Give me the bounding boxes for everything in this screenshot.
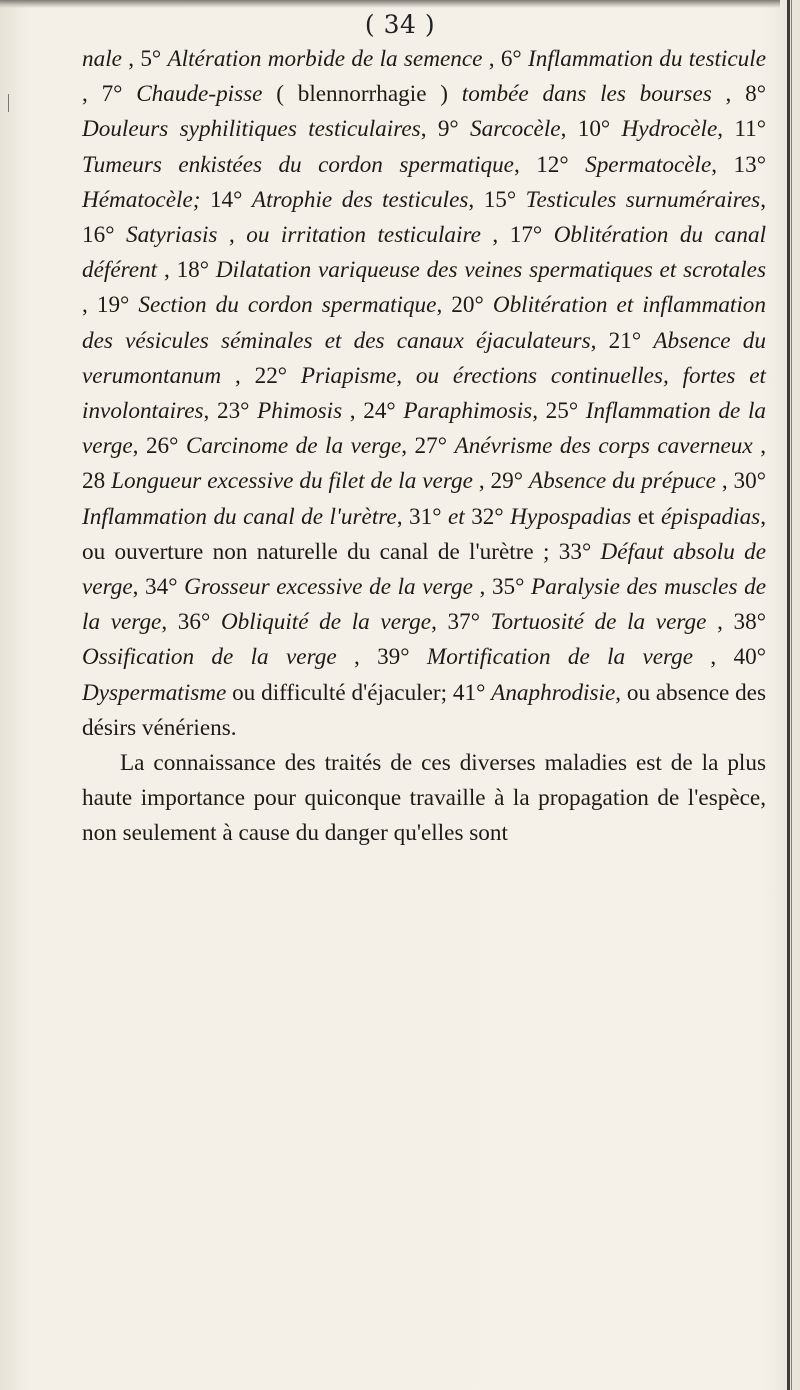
segment: , 10°: [560, 116, 622, 143]
segment: Hydrocèle: [621, 116, 718, 143]
segment: Inflammation du canal de l'urètre: [82, 503, 397, 530]
segment: Spermatocèle: [585, 151, 712, 178]
right-margin-rule-faint: [791, 0, 792, 1390]
segment: , 22°: [221, 362, 301, 389]
segment: Douleurs syphilitiques testiculaires: [82, 116, 421, 143]
segment: , 26°: [132, 433, 186, 460]
paragraph-first: [82, 42, 766, 746]
segment: et: [447, 503, 465, 530]
segment: , 25°: [532, 398, 586, 425]
segment: 32°: [464, 503, 511, 530]
segment: Paraphimosis: [403, 398, 533, 425]
right-margin-rule: [787, 0, 790, 1390]
segment: Ossification de la verge: [82, 644, 337, 671]
segment: Dilatation variqueuse des veines spermatiques et scrotales: [215, 257, 766, 284]
segment: , 40°: [693, 644, 766, 671]
segment: , 15°: [468, 186, 526, 213]
segment: , 31°: [396, 503, 448, 530]
segment: , 38°: [706, 609, 767, 636]
segment: Dyspermatisme: [82, 679, 227, 706]
segment: , 13°: [711, 151, 766, 178]
segment: , 37°: [431, 609, 491, 636]
segment: nale: [82, 46, 122, 72]
segment: Atrophie des testicules: [251, 186, 469, 213]
segment: , 23°: [203, 398, 258, 425]
segment: Satyriasis: [125, 222, 218, 249]
segment: Hématocèle;: [82, 186, 201, 213]
segment: Section du cordon spermatique: [138, 292, 437, 319]
segment: , 11°: [717, 116, 766, 143]
segment: épispadias: [661, 503, 761, 530]
segment: Longueur excessive du filet de la verge: [111, 468, 473, 495]
segment: , 20°: [436, 292, 493, 319]
page-number: ( 34 ): [364, 10, 436, 39]
segment: et: [631, 503, 661, 530]
segment: Défaut absolu de verge: [82, 538, 766, 601]
segment: , 19°: [82, 292, 139, 319]
segment: , 24°: [342, 398, 404, 425]
segment: Mortification de la verge: [426, 644, 694, 671]
segment: Hypospadias: [510, 503, 632, 530]
segment: , 17°: [480, 222, 554, 249]
segment: , ou ouverture non naturelle du canal de l'urètre ; 33°: [82, 503, 766, 565]
segment: , 5°: [121, 46, 168, 72]
segment: Inflammation de la verge: [82, 398, 766, 460]
segment: Carcinome de la verge: [185, 433, 402, 460]
segment: Paralysie des muscles de la verge: [82, 574, 766, 636]
segment: ,: [217, 222, 247, 249]
segment: Altération morbide de la semence: [167, 46, 483, 72]
segment: , 35°: [472, 574, 532, 601]
segment: , 21°: [590, 327, 654, 354]
segment: ou irritation testiculaire: [246, 222, 481, 249]
segment: , 7°: [82, 81, 137, 108]
segment: Priapisme, ou érections continuelles, fortes et involontaires: [82, 362, 766, 425]
segment: Anaphrodisie: [491, 679, 616, 706]
segment: Grosseur excessive de la verge: [184, 574, 473, 601]
segment: , 30°: [715, 468, 766, 495]
segment: Tortuosité de la verge: [490, 609, 707, 636]
segment: tombée dans les bourses: [461, 81, 712, 108]
segment: , 39°: [336, 644, 427, 671]
segment: 14°: [200, 186, 252, 213]
segment: Absence du verumontanum: [82, 327, 766, 389]
segment: Absence du prépuce: [528, 468, 716, 495]
segment: Oblitération et inflammation des vésicules séminales et des canaux éjaculateurs: [82, 292, 766, 354]
segment: Sarcocèle: [470, 116, 561, 143]
segment: La connaissance des traités de ces diverses maladies est de la plus haute importance pour quiconque travaille à la propagation de l'espèce, non seulement à cause du danger qu'elles sont: [82, 750, 766, 847]
body-text: [82, 42, 766, 852]
segment: , 8°: [711, 81, 766, 108]
top-page-edge: [0, 0, 780, 8]
segment: ( blennorrhagie ): [262, 81, 462, 108]
segment: , 28: [82, 433, 766, 495]
segment: Obliquité de la verge: [220, 609, 432, 636]
segment: , 34°: [132, 574, 185, 601]
segment: , 12°: [513, 151, 586, 178]
segment: ou difficulté d'éjaculer; 41°: [226, 679, 492, 706]
segment: , 9°: [420, 116, 471, 143]
segment: , 18°: [157, 257, 216, 284]
segment: Oblitération du canal déférent: [82, 222, 767, 284]
segment: , 27°: [401, 433, 455, 460]
segment: Chaude-pisse: [136, 81, 263, 108]
segment: , 16°: [82, 186, 766, 249]
segment: , ou absence des désirs vénériens.: [82, 679, 766, 741]
left-margin-mark: [8, 94, 9, 112]
segment: , 6°: [482, 46, 528, 72]
segment: , 36°: [161, 609, 221, 636]
segment: , 29°: [472, 468, 529, 495]
segment: Phimosis: [257, 398, 343, 425]
segment: Anévrisme des corps caverneux: [454, 433, 753, 460]
paragraph-second: [82, 746, 766, 852]
segment: Testicules surnuméraires: [525, 186, 761, 213]
segment: Tumeurs enkistées du cordon spermatique: [82, 151, 514, 178]
segment: Inflammation du testicule: [528, 46, 766, 72]
